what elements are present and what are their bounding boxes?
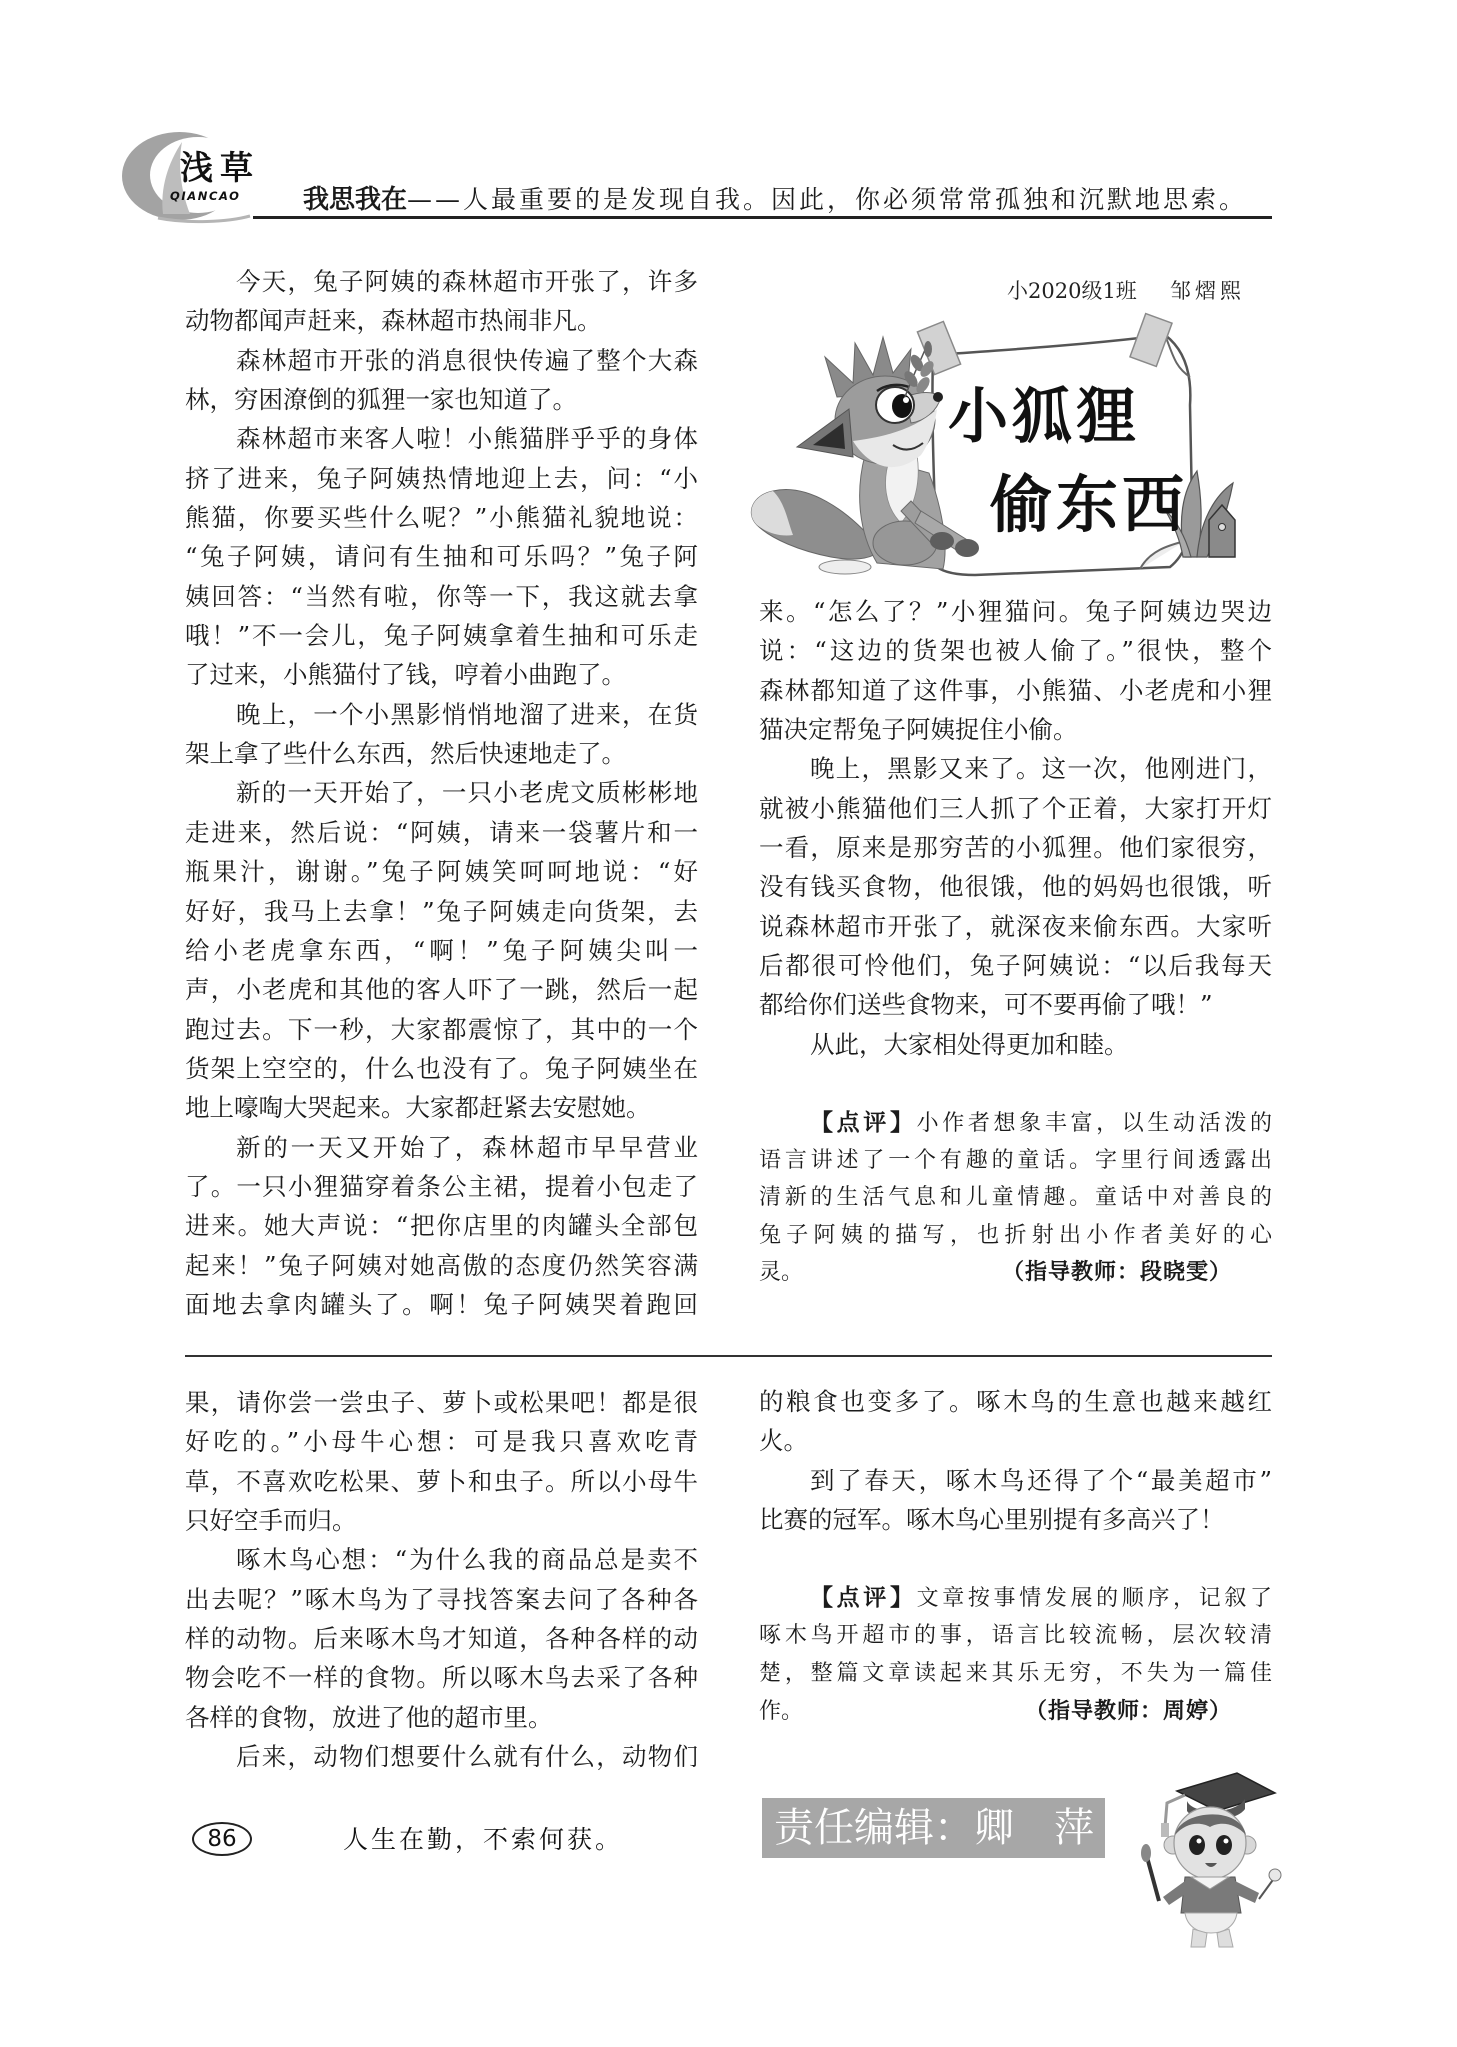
editor-credit: 责任编辑：卿 萍 <box>774 1805 1094 1851</box>
text-line: 没有钱买食物，他很饿，他的妈妈也很饿，听 <box>759 872 1272 902</box>
comment-text: 楚，整篇文章读起来其乐无穷，不失为一篇佳 <box>759 1661 1272 1686</box>
paragraph <box>759 1382 1272 1461</box>
text-line: 晚上，黑影又来了。这一次，他刚进门， <box>810 754 1272 784</box>
paragraph <box>185 773 698 1127</box>
mascot-eye <box>1189 1835 1205 1855</box>
text-line: 啄木鸟心想：“为什么我的商品总是卖不 <box>236 1545 698 1575</box>
text-line: 比赛的冠军。啄木鸟心里别提有多高兴了！ <box>759 1505 1225 1535</box>
logo-text-en: QIANCAO <box>170 189 241 203</box>
header-rule <box>253 216 1272 219</box>
paragraph <box>759 749 1272 1024</box>
article-title-line-1: 小狐狸 <box>948 382 1140 452</box>
paragraph <box>185 419 698 694</box>
header-tagline <box>303 184 1247 216</box>
text-line: 进来。她大声说：“把你店里的肉罐头全部包 <box>185 1211 698 1241</box>
paragraph <box>185 262 698 341</box>
text-line: 林，穷困潦倒的狐狸一家也知道了。 <box>185 385 577 415</box>
article1-comment <box>759 1105 1272 1291</box>
text-line: 后来，动物们想要什么就有什么，动物们 <box>236 1742 698 1772</box>
text-line: 样的动物。后来啄木鸟才知道，各种各样的动 <box>185 1624 698 1654</box>
text-line: 好好，我马上去拿！”兔子阿姨走向货架，去 <box>185 896 698 926</box>
fox-foot <box>819 560 871 574</box>
text-line: 动物都闻声赶来，森林超市热闹非凡。 <box>185 306 602 336</box>
text-line: 森林超市来客人啦！小熊猫胖乎乎的身体 <box>236 424 698 454</box>
comment-text: 作。 <box>759 1699 804 1724</box>
text-line: 新的一天开始了，一只小老虎文质彬彬地 <box>236 778 698 808</box>
text-line: 的粮食也变多了。啄木鸟的生意也越来越红 <box>759 1387 1272 1416</box>
teacher-credit: （指导教师：周婷） <box>1024 1699 1232 1724</box>
text-line: 挤了进来，兔子阿姨热情地迎上去，问：“小 <box>185 463 698 493</box>
fox-paw <box>955 539 979 557</box>
comment-text: 语言讲述了一个有趣的童话。字里行间透露出 <box>759 1148 1272 1174</box>
text-line: 出去呢？”啄木鸟为了寻找答案去问了各种各 <box>185 1584 698 1614</box>
text-line: 了。一只小狸猫穿着条公主裙，提着小包走了 <box>185 1171 698 1201</box>
text-line: 到了春天，啄木鸟还得了个“最美超市” <box>810 1465 1272 1495</box>
text-line: 物会吃不一样的食物。所以啄木鸟去采了各种 <box>185 1663 698 1693</box>
mascot-brush-tip <box>1141 1844 1151 1862</box>
comment-text: 文章按事情发展的顺序，记叙了 <box>916 1586 1272 1611</box>
text-line: 地上嚎啕大哭起来。大家都赶紧去安慰她。 <box>185 1093 651 1123</box>
tagline-quote: ——人最重要的是发现自我。因此，你必须常常孤独和沉默地思索。 <box>407 185 1248 214</box>
paragraph <box>185 1383 698 1540</box>
text-line: 后都很可怜他们，兔子阿姨说：“以后我每天 <box>759 951 1272 981</box>
teacher-credit: （指导教师：段晓雯） <box>1001 1259 1232 1285</box>
text-line: 各样的食物，放进了他的超市里。 <box>185 1702 553 1732</box>
comment-line <box>759 1217 1272 1254</box>
comment-line <box>759 1254 1272 1291</box>
fox-ear <box>797 409 853 457</box>
text-line: 货架上空空的，什么也没有了。兔子阿姨坐在 <box>185 1053 698 1083</box>
text-line: 走进来，然后说：“阿姨，请来一袋薯片和一 <box>185 817 698 847</box>
article1-column-left <box>185 262 698 1324</box>
text-line: 都给你们送些食物来，可不要再偷了哦！” <box>759 990 1213 1020</box>
text-line: 今天，兔子阿姨的森林超市开张了，许多 <box>236 267 698 296</box>
comment-line <box>759 1655 1272 1693</box>
article2-comment <box>759 1579 1272 1731</box>
mascot-eye <box>1216 1835 1232 1855</box>
paragraph <box>185 1128 698 1325</box>
text-line: 说森林超市开张了，就深夜来偷东西。大家听 <box>759 911 1272 941</box>
text-line: 哦！”不一会儿，兔子阿姨拿着生抽和可乐走 <box>185 621 698 651</box>
text-line: 来。“怎么了？”小狸猫问。兔子阿姨边哭边 <box>759 597 1272 626</box>
text-line: 新的一天又开始了，森林超市早早营业 <box>236 1132 698 1162</box>
text-line: 瓶果汁，谢谢。”兔子阿姨笑呵呵地说：“好 <box>185 857 698 887</box>
author-name: 邹熠熙 <box>1170 279 1245 303</box>
article2-column-left <box>185 1383 698 1776</box>
text-line: 熊猫，你要买些什么呢？”小熊猫礼貌地说： <box>185 503 698 533</box>
text-line: 起来！”兔子阿姨对她高傲的态度仍然笑容满 <box>185 1250 698 1280</box>
mascot-flower <box>1259 1869 1281 1899</box>
text-line: 猫决定帮兔子阿姨捉住小偷。 <box>759 715 1078 745</box>
text-line: 架上拿了些什么东西，然后快速地走了。 <box>185 739 626 769</box>
comment-label: 【点评】 <box>810 1110 917 1136</box>
text-line: 森林超市开张的消息很快传遍了整个大森 <box>236 345 698 375</box>
mascot-brush <box>1147 1857 1159 1901</box>
article1-column-right <box>759 592 1272 1064</box>
author-class: 小2020级1班 <box>1007 279 1137 303</box>
mascot-illustration <box>1125 1765 1285 1950</box>
article2-column-right <box>759 1382 1272 1539</box>
comment-line <box>759 1142 1272 1179</box>
comment-line <box>759 1617 1272 1655</box>
text-line: 姨回答：“当然有啦，你等一下，我这就去拿 <box>185 581 698 611</box>
article-title-line-2: 偷东西 <box>990 468 1189 541</box>
text-line: 果，请你尝一尝虫子、萝卜或松果吧！都是很 <box>185 1388 698 1417</box>
tagline-title: 我思我在 <box>303 185 408 215</box>
comment-text: 小作者想象丰富，以生动活泼的 <box>916 1111 1272 1136</box>
editor-credit-box <box>762 1798 1105 1858</box>
comment-line <box>759 1693 1272 1731</box>
text-line: 了过来，小熊猫付了钱，哼着小曲跑了。 <box>185 660 626 690</box>
text-line: 跑过去。下一秒，大家都震惊了，其中的一个 <box>185 1014 698 1044</box>
text-line: 说：“这边的货架也被人偷了。”很快，整个 <box>759 636 1272 666</box>
footer-motto: 人生在勤，不索何获。 <box>343 1825 624 1854</box>
text-line: 一看，原来是那穷苦的小狐狸。他们家很穷， <box>759 833 1272 863</box>
comment-text: 灵。 <box>759 1259 804 1285</box>
fox-eye-highlight <box>903 397 909 403</box>
mascot-eye-highlight <box>1197 1839 1202 1844</box>
section-divider <box>185 1355 1272 1357</box>
comment-text: 啄木鸟开超市的事，语言比较流畅，层次较清 <box>759 1623 1272 1648</box>
mascot-eye-highlight <box>1224 1839 1229 1844</box>
fox-pupil <box>892 394 912 418</box>
text-line: 好吃的。”小母牛心想：可是我只喜欢吃青 <box>185 1427 698 1457</box>
fox-nose <box>933 392 943 402</box>
text-line: 面地去拿肉罐头了。啊！兔子阿姨哭着跑回 <box>185 1289 698 1319</box>
paragraph <box>185 1540 698 1737</box>
comment-line <box>759 1579 1272 1617</box>
paragraph <box>759 592 1272 749</box>
text-line: 从此，大家相处得更加和睦。 <box>810 1029 1129 1059</box>
text-line: 声，小老虎和其他的客人吓了一跳，然后一起 <box>185 975 698 1005</box>
text-line: 火。 <box>759 1426 808 1456</box>
paragraph <box>185 695 698 774</box>
comment-text: 清新的生活气息和儿童情趣。童话中对善良的 <box>759 1185 1272 1211</box>
paragraph <box>759 1461 1272 1540</box>
comment-line <box>759 1105 1272 1142</box>
text-line: 就被小熊猫他们三人抓了个正着，大家打开灯 <box>759 793 1272 823</box>
comment-text: 兔子阿姨的描写，也折射出小作者美好的心 <box>759 1222 1272 1248</box>
page-number: 86 <box>192 1822 252 1856</box>
text-line: 森林都知道了这件事，小熊猫、小老虎和小狸 <box>759 675 1272 705</box>
text-line: 草，不喜欢吃松果、萝卜和虫子。所以小母牛 <box>185 1466 698 1496</box>
paragraph <box>185 1737 698 1776</box>
text-line: 只好空手而归。 <box>185 1506 357 1536</box>
paragraph <box>759 1025 1272 1064</box>
paragraph <box>185 341 698 420</box>
text-line: “兔子阿姨，请问有生抽和可乐吗？”兔子阿 <box>185 542 698 572</box>
text-line: 给小老虎拿东西，“啊！”兔子阿姨尖叫一 <box>185 935 698 965</box>
comment-label: 【点评】 <box>810 1585 917 1611</box>
logo-text-cn: 浅草 <box>180 148 260 187</box>
comment-line <box>759 1179 1272 1216</box>
fox-paw <box>930 532 954 550</box>
text-line: 晚上，一个小黑影悄悄地溜了进来，在货 <box>236 699 698 729</box>
